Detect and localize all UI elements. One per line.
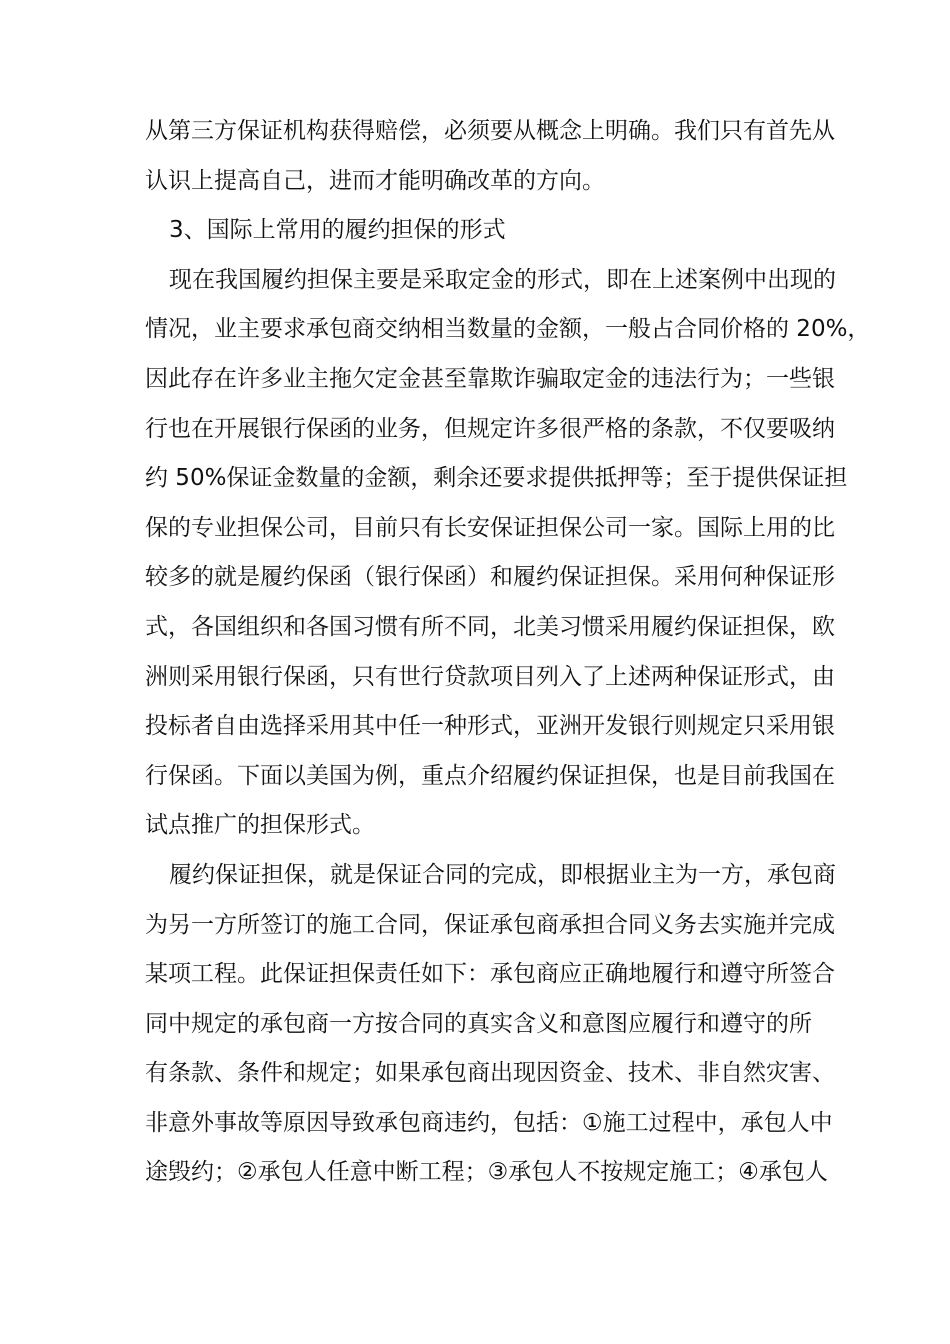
paragraph-line: 认识上提高自己，进而才能明确改革的方向。 bbox=[145, 167, 605, 194]
section-heading: 3、国际上常用的履约担保的形式 bbox=[169, 217, 506, 244]
paragraph-line: 较多的就是履约保函（银行保函）和履约保证担保。采用何种保证形 bbox=[145, 564, 835, 591]
paragraph-line: 保的专业担保公司，目前只有长安保证担保公司一家。国际上用的比 bbox=[145, 514, 835, 541]
paragraph-line: 同中规定的承包商一方按合同的真实含义和意图应履行和遵守的所 bbox=[145, 1010, 812, 1037]
paragraph-line: 洲则采用银行保函，只有世行贷款项目列入了上述两种保证形式，由 bbox=[145, 663, 835, 690]
paragraph-line: 约 50%保证金数量的金额，剩余还要求提供抵押等；至于提供保证担 bbox=[145, 465, 848, 492]
paragraph-line: 有条款、条件和规定；如果承包商出现因资金、技术、非自然灾害、 bbox=[145, 1060, 835, 1087]
paragraph-line: 现在我国履约担保主要是采取定金的形式，即在上述案例中出现的 bbox=[169, 266, 836, 293]
paragraph-line: 履约保证担保，就是保证合同的完成，即根据业主为一方，承包商 bbox=[169, 861, 836, 888]
paragraph-line: 行保函。下面以美国为例，重点介绍履约保证担保，也是目前我国在 bbox=[145, 762, 835, 789]
paragraph-line: 某项工程。此保证担保责任如下：承包商应正确地履行和遵守所签合 bbox=[145, 961, 835, 988]
paragraph-line: 从第三方保证机构获得赔偿，必须要从概念上明确。我们只有首先从 bbox=[145, 118, 835, 144]
paragraph-line: 为另一方所签订的施工合同，保证承包商承担合同义务去实施并完成 bbox=[145, 911, 835, 938]
paragraph-line: 行也在开展银行保函的业务，但规定许多很严格的条款，不仅要吸纳 bbox=[145, 415, 835, 442]
paragraph-line: 途毁约；②承包人任意中断工程；③承包人不按规定施工；④承包人 bbox=[145, 1159, 828, 1186]
paragraph-line: 试点推广的担保形式。 bbox=[145, 812, 375, 839]
paragraph-line: 投标者自由选择采用其中任一种形式，亚洲开发银行则规定只采用银 bbox=[145, 713, 835, 740]
paragraph-line: 非意外事故等原因导致承包商违约，包括：①施工过程中，承包人中 bbox=[145, 1109, 833, 1136]
paragraph-line: 因此存在许多业主拖欠定金甚至靠欺诈骗取定金的违法行为；一些银 bbox=[145, 365, 835, 392]
paragraph-line: 情况，业主要求承包商交纳相当数量的金额，一般占合同价格的 20%， bbox=[145, 316, 871, 343]
document-body bbox=[145, 107, 871, 1198]
paragraph-line: 式，各国组织和各国习惯有所不同，北美习惯采用履约保证担保，欧 bbox=[145, 613, 835, 640]
